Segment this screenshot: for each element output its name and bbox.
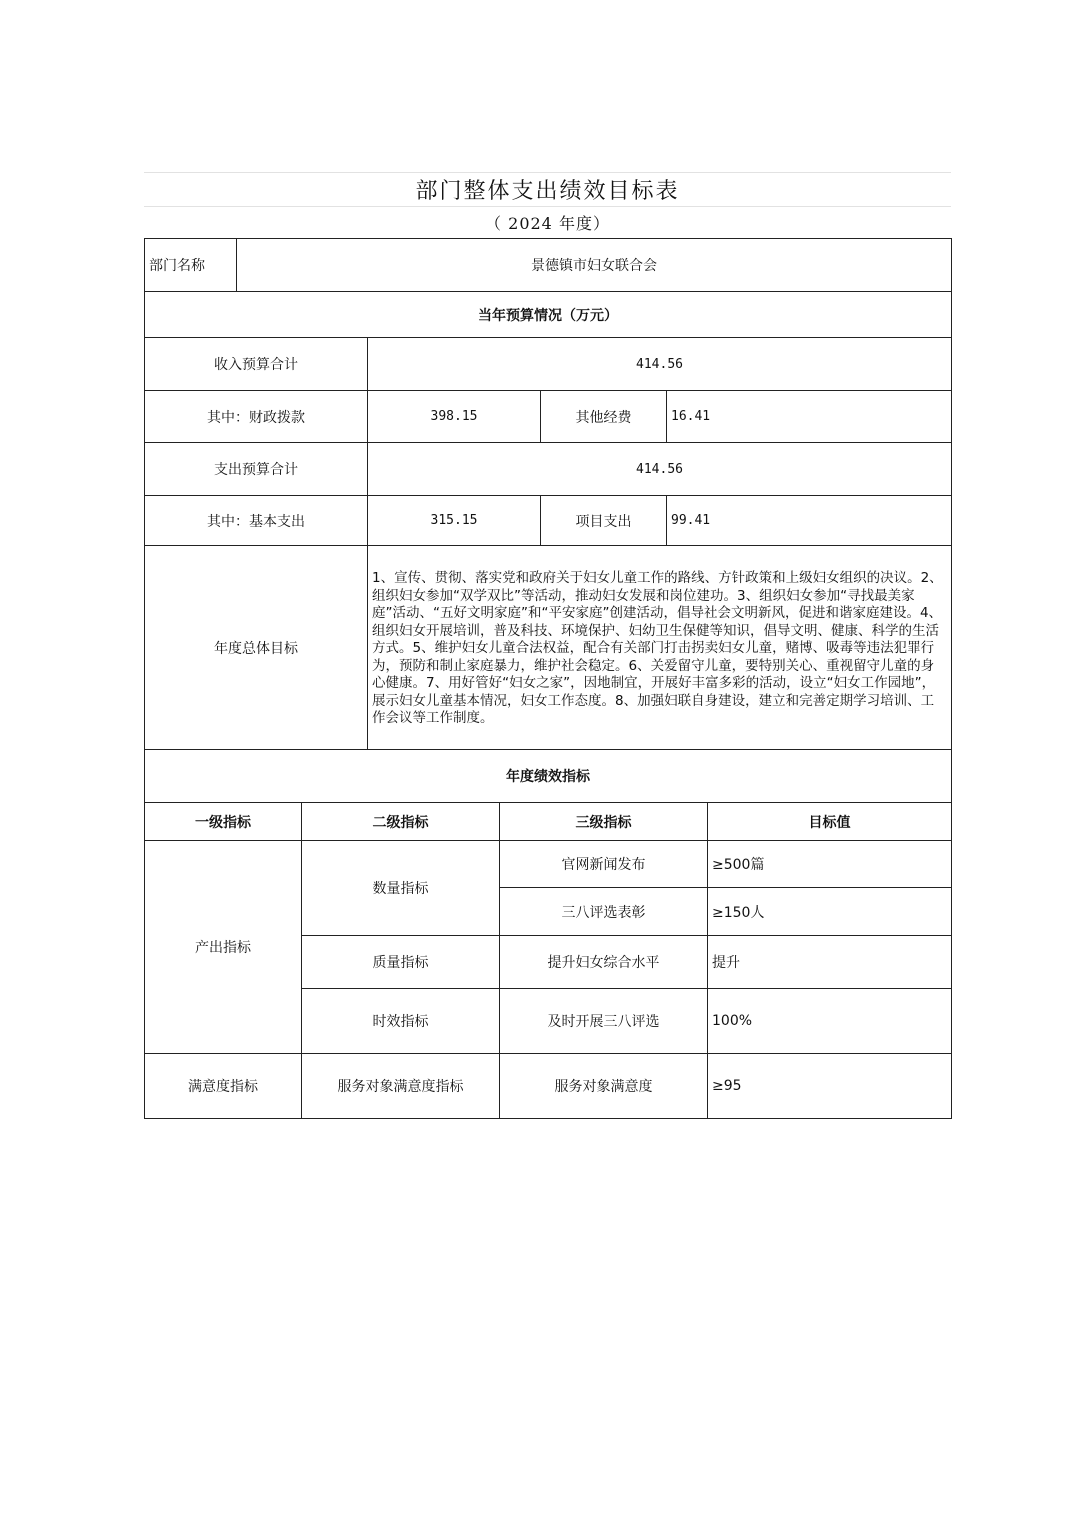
expense-total-value: 414.56 bbox=[368, 443, 952, 496]
col-header-level1: 一级指标 bbox=[145, 803, 302, 841]
satisfaction-sub-label: 服务对象满意度指标 bbox=[302, 1054, 500, 1119]
output-indicator-label: 产出指标 bbox=[145, 841, 302, 1054]
indicators-header-row bbox=[145, 750, 952, 803]
goal-text: 1、宣传、贯彻、落实党和政府关于妇女儿童工作的路线、方针政策和上级妇女组织的决议。2、组织妇女参加“双学双比”等活动，推动妇女发展和岗位建功。3、组织妇女参加“寻找最美家庭”活动、“五好文明家庭”和“平安家庭”创建活动，倡导社会文明新风，促进和谐家庭建设。4、组织妇女开展培训，普及科技、环境保护、妇幼卫生保健等知识，倡导文明、健康、科学的生活方式。5、维护妇女儿童合法权益，配合有关部门打击拐卖妇女儿童，赌博、吸毒等违法犯罪行为，预防和制止家庭暴力，维护社会稳定。6、关爱留守儿童，要特别关心、重视留守儿童的身心健康。7、用好管好“妇女之家”，因地制宜，开展好丰富多彩的活动，设立“妇女工作园地”，展示妇女儿童基本情况，妇女工作态度。8、加强妇联自身建设，建立和完善定期学习培训、工作会议等工作制度。 bbox=[368, 546, 952, 750]
expense-total-label: 支出预算合计 bbox=[145, 443, 368, 496]
fiscal-row bbox=[145, 391, 952, 443]
award-target: ≥150人 bbox=[708, 888, 952, 936]
satisfaction-indicator-label: 满意度指标 bbox=[145, 1054, 302, 1119]
fiscal-label: 其中：财政拨款 bbox=[145, 391, 368, 443]
award-item: 三八评选表彰 bbox=[500, 888, 708, 936]
indicator-row bbox=[145, 841, 952, 888]
fiscal-value: 398.15 bbox=[368, 391, 541, 443]
basic-row bbox=[145, 496, 952, 546]
goal-row bbox=[145, 546, 952, 750]
col-header-target: 目标值 bbox=[708, 803, 952, 841]
basic-value: 315.15 bbox=[368, 496, 541, 546]
project-value: 99.41 bbox=[667, 496, 952, 546]
column-header-row bbox=[145, 803, 952, 841]
year-line: （ 2024 年度） bbox=[485, 214, 610, 233]
satisfaction-target: ≥95 bbox=[708, 1054, 952, 1119]
indicator-row bbox=[145, 1054, 952, 1119]
dept-row bbox=[145, 239, 952, 292]
other-label: 其他经费 bbox=[541, 391, 667, 443]
quality-target: 提升 bbox=[708, 936, 952, 989]
sheet-title: 部门整体支出绩效目标表 bbox=[144, 172, 951, 207]
dept-value: 景德镇市妇女联合会 bbox=[237, 239, 952, 292]
performance-sheet bbox=[144, 172, 951, 1119]
col-header-level3: 三级指标 bbox=[500, 803, 708, 841]
col-header-level2: 二级指标 bbox=[302, 803, 500, 841]
project-label: 项目支出 bbox=[541, 496, 667, 546]
income-total-value: 414.56 bbox=[368, 338, 952, 391]
expense-total-row bbox=[145, 443, 952, 496]
quantity-indicator-label: 数量指标 bbox=[302, 841, 500, 936]
other-value: 16.41 bbox=[667, 391, 952, 443]
income-total-row bbox=[145, 338, 952, 391]
quality-indicator-label: 质量指标 bbox=[302, 936, 500, 989]
timeliness-item: 及时开展三八评选 bbox=[500, 989, 708, 1054]
income-total-label: 收入预算合计 bbox=[145, 338, 368, 391]
budget-header: 当年预算情况（万元） bbox=[145, 292, 952, 338]
indicators-header: 年度绩效指标 bbox=[145, 750, 952, 803]
satisfaction-item: 服务对象满意度 bbox=[500, 1054, 708, 1119]
dept-label: 部门名称 bbox=[145, 239, 237, 292]
news-target: ≥500篇 bbox=[708, 841, 952, 888]
budget-header-row bbox=[145, 292, 952, 338]
basic-label: 其中：基本支出 bbox=[145, 496, 368, 546]
timeliness-indicator-label: 时效指标 bbox=[302, 989, 500, 1054]
quality-item: 提升妇女综合水平 bbox=[500, 936, 708, 989]
timeliness-target: 100% bbox=[708, 989, 952, 1054]
target-table bbox=[144, 238, 952, 1119]
news-item: 官网新闻发布 bbox=[500, 841, 708, 888]
goal-label: 年度总体目标 bbox=[145, 546, 368, 750]
